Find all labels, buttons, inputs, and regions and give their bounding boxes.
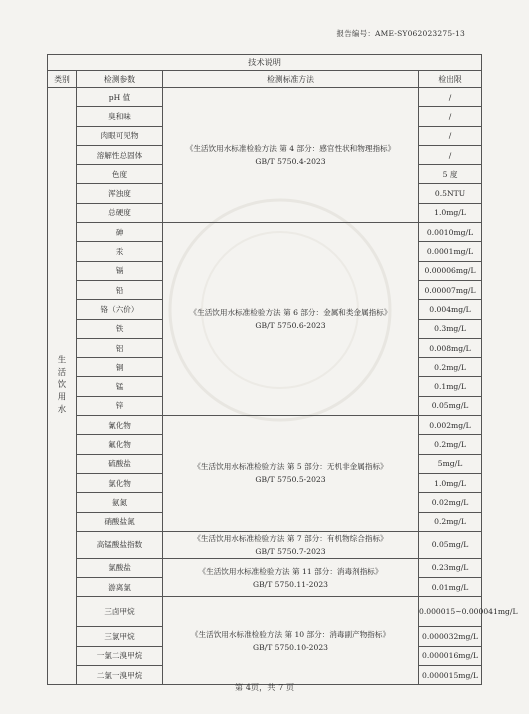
detection-limit-cell: 0.2mg/L bbox=[419, 358, 482, 377]
table-body bbox=[48, 88, 518, 685]
parameter-cell: 氯酸盐 bbox=[77, 558, 163, 577]
detection-limit-cell: 0.05mg/L bbox=[419, 396, 482, 415]
parameter-cell: 氰化物 bbox=[77, 416, 163, 435]
detection-limit-cell: 5mg/L bbox=[419, 454, 482, 473]
detection-limit-cell: 0.000032mg/L bbox=[419, 627, 482, 646]
method-title: 《生活饮用水标准检验方法 第 7 部分：有机物综合指标》 bbox=[193, 533, 388, 543]
detection-limit-cell: 1.0mg/L bbox=[419, 203, 482, 222]
detection-limit-cell: 0.2mg/L bbox=[419, 512, 482, 531]
method-title: 《生活饮用水标准检验方法 第 5 部分：无机非金属指标》 bbox=[193, 462, 388, 472]
parameter-cell: 铬（六价） bbox=[77, 300, 163, 319]
detection-limit-cell: 0.05mg/L bbox=[419, 531, 482, 558]
detection-limit-cell: 0.3mg/L bbox=[419, 319, 482, 338]
method-cell bbox=[163, 223, 419, 416]
method-cell bbox=[163, 531, 419, 558]
detection-limit-cell: 0.004mg/L bbox=[419, 300, 482, 319]
parameter-cell: 一氯二溴甲烷 bbox=[77, 646, 163, 665]
header-limit: 检出限 bbox=[419, 71, 482, 88]
header-parameter: 检测参数 bbox=[77, 71, 163, 88]
detection-limit-cell: 0.000016mg/L bbox=[419, 646, 482, 665]
parameter-cell: 二氯一溴甲烷 bbox=[77, 666, 163, 685]
parameter-cell: 三卤甲烷 bbox=[77, 597, 163, 627]
detection-limit-cell: 1.0mg/L bbox=[419, 473, 482, 492]
table-row bbox=[48, 88, 482, 107]
parameter-cell: 铜 bbox=[77, 358, 163, 377]
parameter-cell: 砷 bbox=[77, 223, 163, 242]
method-standard-code: GB/T 5750.5-2023 bbox=[255, 475, 326, 485]
method-standard-code: GB/T 5750.6-2023 bbox=[255, 321, 326, 331]
table-row bbox=[48, 416, 482, 435]
parameter-cell: 臭和味 bbox=[77, 107, 163, 126]
parameter-cell: 铝 bbox=[77, 338, 163, 357]
detection-limit-cell: / bbox=[419, 107, 482, 126]
parameter-cell: 汞 bbox=[77, 242, 163, 261]
detection-limit-cell: 0.5NTU bbox=[419, 184, 482, 203]
category-cell: 生活饮用水 bbox=[48, 88, 77, 685]
parameter-cell: 硫酸盐 bbox=[77, 454, 163, 473]
parameter-cell: 色度 bbox=[77, 165, 163, 184]
method-title: 《生活饮用水标准检验方法 第 11 部分：消毒剂指标》 bbox=[198, 566, 383, 576]
parameter-cell: 游离氯 bbox=[77, 578, 163, 597]
method-title: 《生活饮用水标准检验方法 第 4 部分：感官性状和物理指标》 bbox=[185, 144, 396, 154]
method-cell bbox=[163, 88, 419, 223]
technical-specification-table bbox=[47, 54, 518, 685]
method-standard-code: GB/T 5750.4-2023 bbox=[255, 157, 326, 167]
header-method: 检测标准方法 bbox=[163, 71, 419, 88]
parameter-cell: 锌 bbox=[77, 396, 163, 415]
parameter-cell: 高锰酸盐指数 bbox=[77, 531, 163, 558]
detection-limit-cell: 0.008mg/L bbox=[419, 338, 482, 357]
parameter-cell: 氨氮 bbox=[77, 493, 163, 512]
parameter-cell: 铁 bbox=[77, 319, 163, 338]
table-row bbox=[48, 597, 482, 627]
report-number: 报告编号：AME-SY062023275-13 bbox=[336, 29, 465, 38]
method-standard-code: GB/T 5750.7-2023 bbox=[255, 546, 326, 556]
detection-limit-cell: 5 度 bbox=[419, 165, 482, 184]
method-cell bbox=[163, 558, 419, 597]
parameter-cell: pH 值 bbox=[77, 88, 163, 107]
table-row bbox=[48, 558, 482, 577]
detection-limit-cell: / bbox=[419, 145, 482, 164]
table-row bbox=[48, 531, 482, 558]
detection-limit-cell: 0.00006mg/L bbox=[419, 261, 482, 280]
detection-limit-cell: 0.02mg/L bbox=[419, 493, 482, 512]
parameter-cell: 氯化物 bbox=[77, 473, 163, 492]
detection-limit-cell: 0.23mg/L bbox=[419, 558, 482, 577]
detection-limit-cell: 0.2mg/L bbox=[419, 435, 482, 454]
detection-limit-cell: 0.00007mg/L bbox=[419, 280, 482, 299]
parameter-cell: 溶解性总固体 bbox=[77, 145, 163, 164]
method-cell bbox=[163, 416, 419, 532]
detection-limit-cell: / bbox=[419, 126, 482, 145]
parameter-cell: 硝酸盐氮 bbox=[77, 512, 163, 531]
parameter-cell: 镉 bbox=[77, 261, 163, 280]
detection-limit-cell: 0.1mg/L bbox=[419, 377, 482, 396]
parameter-cell: 肉眼可见物 bbox=[77, 126, 163, 145]
method-standard-code: GB/T 5750.11-2023 bbox=[253, 579, 328, 589]
detection-limit-cell: 0.0010mg/L bbox=[419, 223, 482, 242]
method-title: 《生活饮用水标准检验方法 第 10 部分：消毒副产物指标》 bbox=[190, 629, 391, 639]
method-standard-code: GB/T 5750.10-2023 bbox=[253, 642, 328, 652]
method-title: 《生活饮用水标准检验方法 第 6 部分：金属和类金属指标》 bbox=[189, 308, 392, 318]
parameter-cell: 铅 bbox=[77, 280, 163, 299]
parameter-cell: 总硬度 bbox=[77, 203, 163, 222]
parameter-cell: 浑浊度 bbox=[77, 184, 163, 203]
detection-limit-cell: 0.000015mg/L bbox=[419, 666, 482, 685]
detection-limit-cell: 0.000015~0.000041mg/L bbox=[419, 597, 482, 627]
detection-limit-cell: / bbox=[419, 88, 482, 107]
parameter-cell: 锰 bbox=[77, 377, 163, 396]
detection-limit-cell: 0.0001mg/L bbox=[419, 242, 482, 261]
page-footer: 第 4页，共 7 页 bbox=[234, 682, 295, 692]
parameter-cell: 三氯甲烷 bbox=[77, 627, 163, 646]
detection-limit-cell: 0.002mg/L bbox=[419, 416, 482, 435]
detection-limit-cell: 0.01mg/L bbox=[419, 578, 482, 597]
method-cell bbox=[163, 597, 419, 685]
header-category: 类别 bbox=[48, 71, 77, 88]
parameter-cell: 氟化物 bbox=[77, 435, 163, 454]
table-row bbox=[48, 223, 482, 242]
table-title: 技术说明 bbox=[48, 55, 482, 71]
